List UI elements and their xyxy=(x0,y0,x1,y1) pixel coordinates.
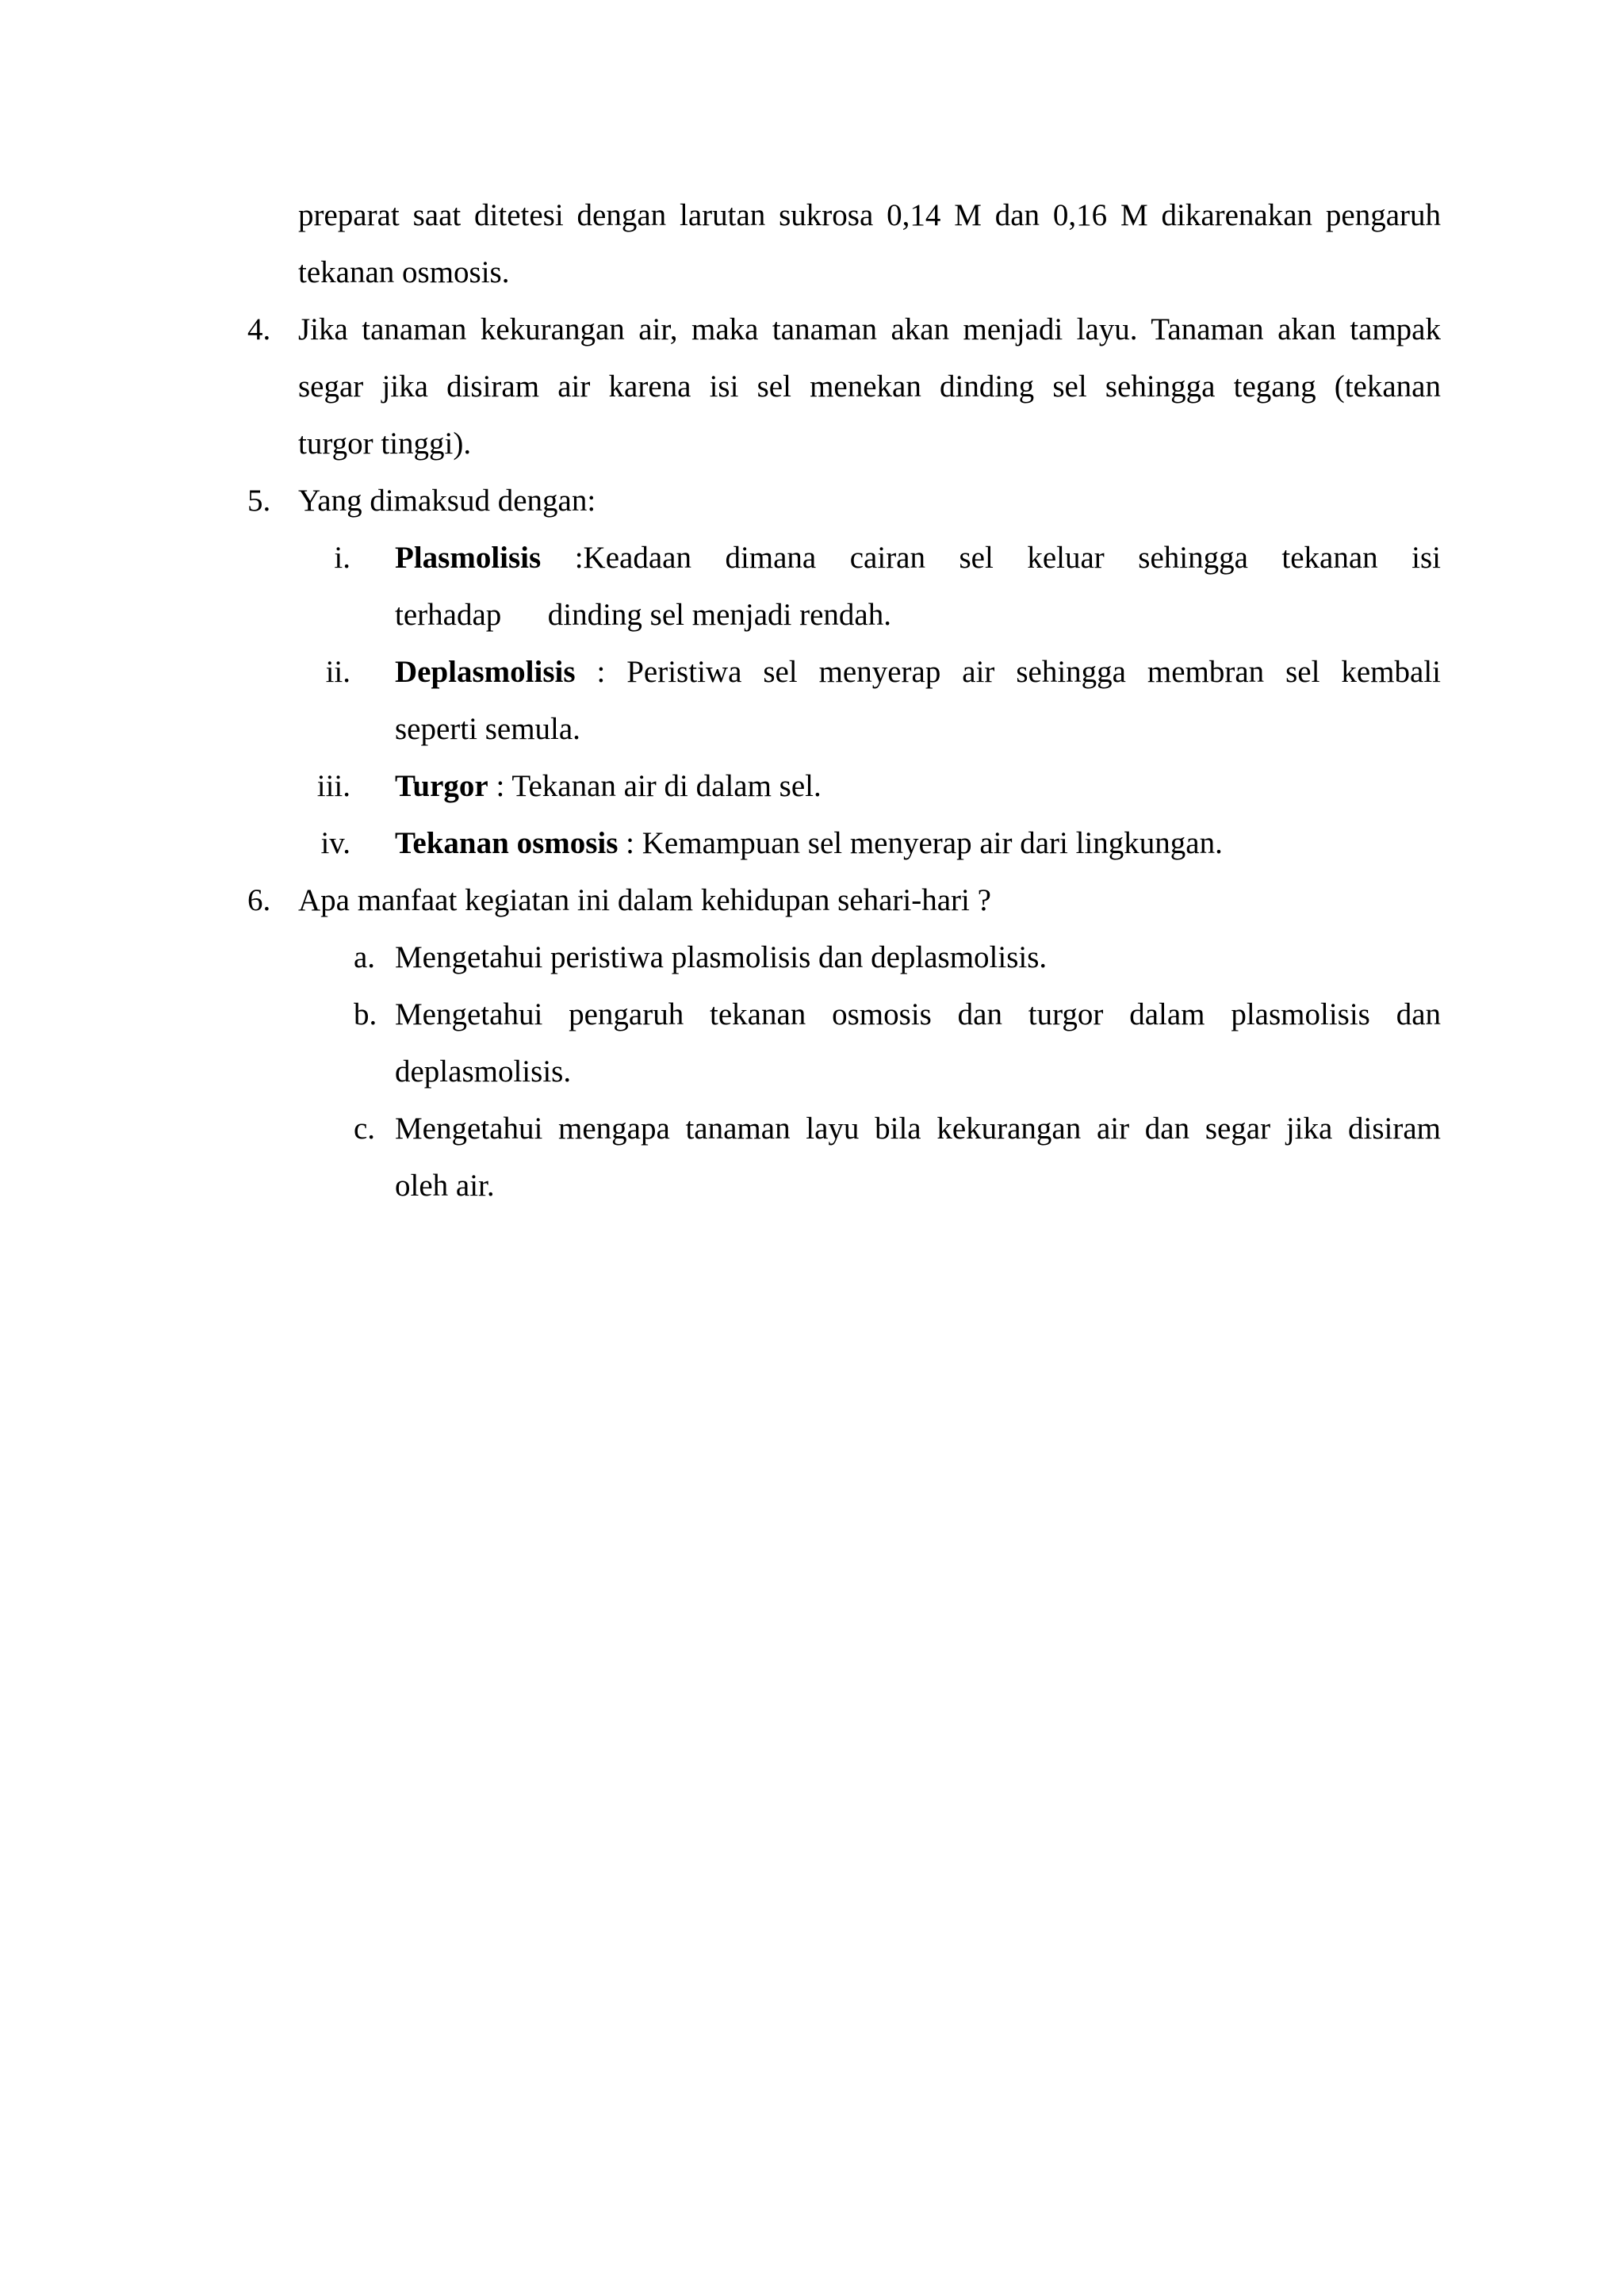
definition-iii-text: : Tekanan air di dalam sel. xyxy=(496,769,822,803)
definition-ii-term: Deplasmolisis xyxy=(395,655,576,689)
answer-b-letter: b. xyxy=(354,997,377,1031)
definition-ii-line-2: seperti semula. xyxy=(395,712,580,746)
definition-iii-term: Turgor xyxy=(395,769,488,803)
item-5-intro: Yang dimaksud dengan: xyxy=(298,484,596,518)
definition-ii-text: : Peristiwa sel menyerap air sehingga membran sel kembali xyxy=(596,655,1441,689)
definition-iv-term: Tekanan osmosis xyxy=(395,826,619,860)
definition-i-line-2: terhadap dinding sel menjadi rendah. xyxy=(395,598,891,632)
answer-c-line-2: oleh air. xyxy=(395,1169,495,1203)
definition-iii-numeral: iii. xyxy=(316,769,350,803)
answer-c-line-1: Mengetahui mengapa tanaman layu bila kekurangan air dan segar jika disiram xyxy=(395,1112,1441,1146)
definition-i-text: :Keadaan dimana cairan sel keluar sehingga tekanan isi xyxy=(574,541,1442,575)
item-6-number: 6. xyxy=(247,883,271,917)
definition-iv-text: : Kemampuan sel menyerap air dari lingkungan. xyxy=(626,826,1223,860)
continuation-line-1: preparat saat ditetesi dengan larutan sukrosa 0,14 M dan 0,16 M dikarenakan pengaruh xyxy=(298,198,1441,232)
item-4-line-1: Jika tanaman kekurangan air, maka tanaman akan menjadi layu. Tanaman akan tampak xyxy=(298,312,1441,346)
item-4-line-2: segar jika disiram air karena isi sel menekan dinding sel sehingga tegang (tekanan xyxy=(298,369,1441,404)
definition-ii-line-1 xyxy=(395,653,1441,691)
continuation-line-2: tekanan osmosis. xyxy=(298,255,510,289)
definition-iii-line-1 xyxy=(395,767,822,806)
item-4-line-3: turgor tinggi). xyxy=(298,427,472,461)
definition-i-numeral: i. xyxy=(334,541,350,575)
answer-c-letter: c. xyxy=(354,1112,376,1146)
definition-ii-numeral: ii. xyxy=(325,655,350,689)
item-6-question: Apa manfaat kegiatan ini dalam kehidupan sehari-hari ? xyxy=(298,883,991,917)
answer-a-letter: a. xyxy=(354,940,376,974)
definition-i-term: Plasmolisis xyxy=(395,541,542,575)
definition-i-line-1 xyxy=(395,539,1441,577)
answer-b-line-2: deplasmolisis. xyxy=(395,1054,572,1089)
answer-b-line-1: Mengetahui pengaruh tekanan osmosis dan turgor dalam plasmolisis dan xyxy=(395,997,1441,1031)
item-4-number: 4. xyxy=(247,312,271,346)
answer-a-line-1: Mengetahui peristiwa plasmolisis dan deplasmolisis. xyxy=(395,940,1048,974)
definition-iv-line-1 xyxy=(395,825,1223,863)
definition-iv-numeral: iv. xyxy=(320,826,350,860)
item-5-number: 5. xyxy=(247,484,271,518)
